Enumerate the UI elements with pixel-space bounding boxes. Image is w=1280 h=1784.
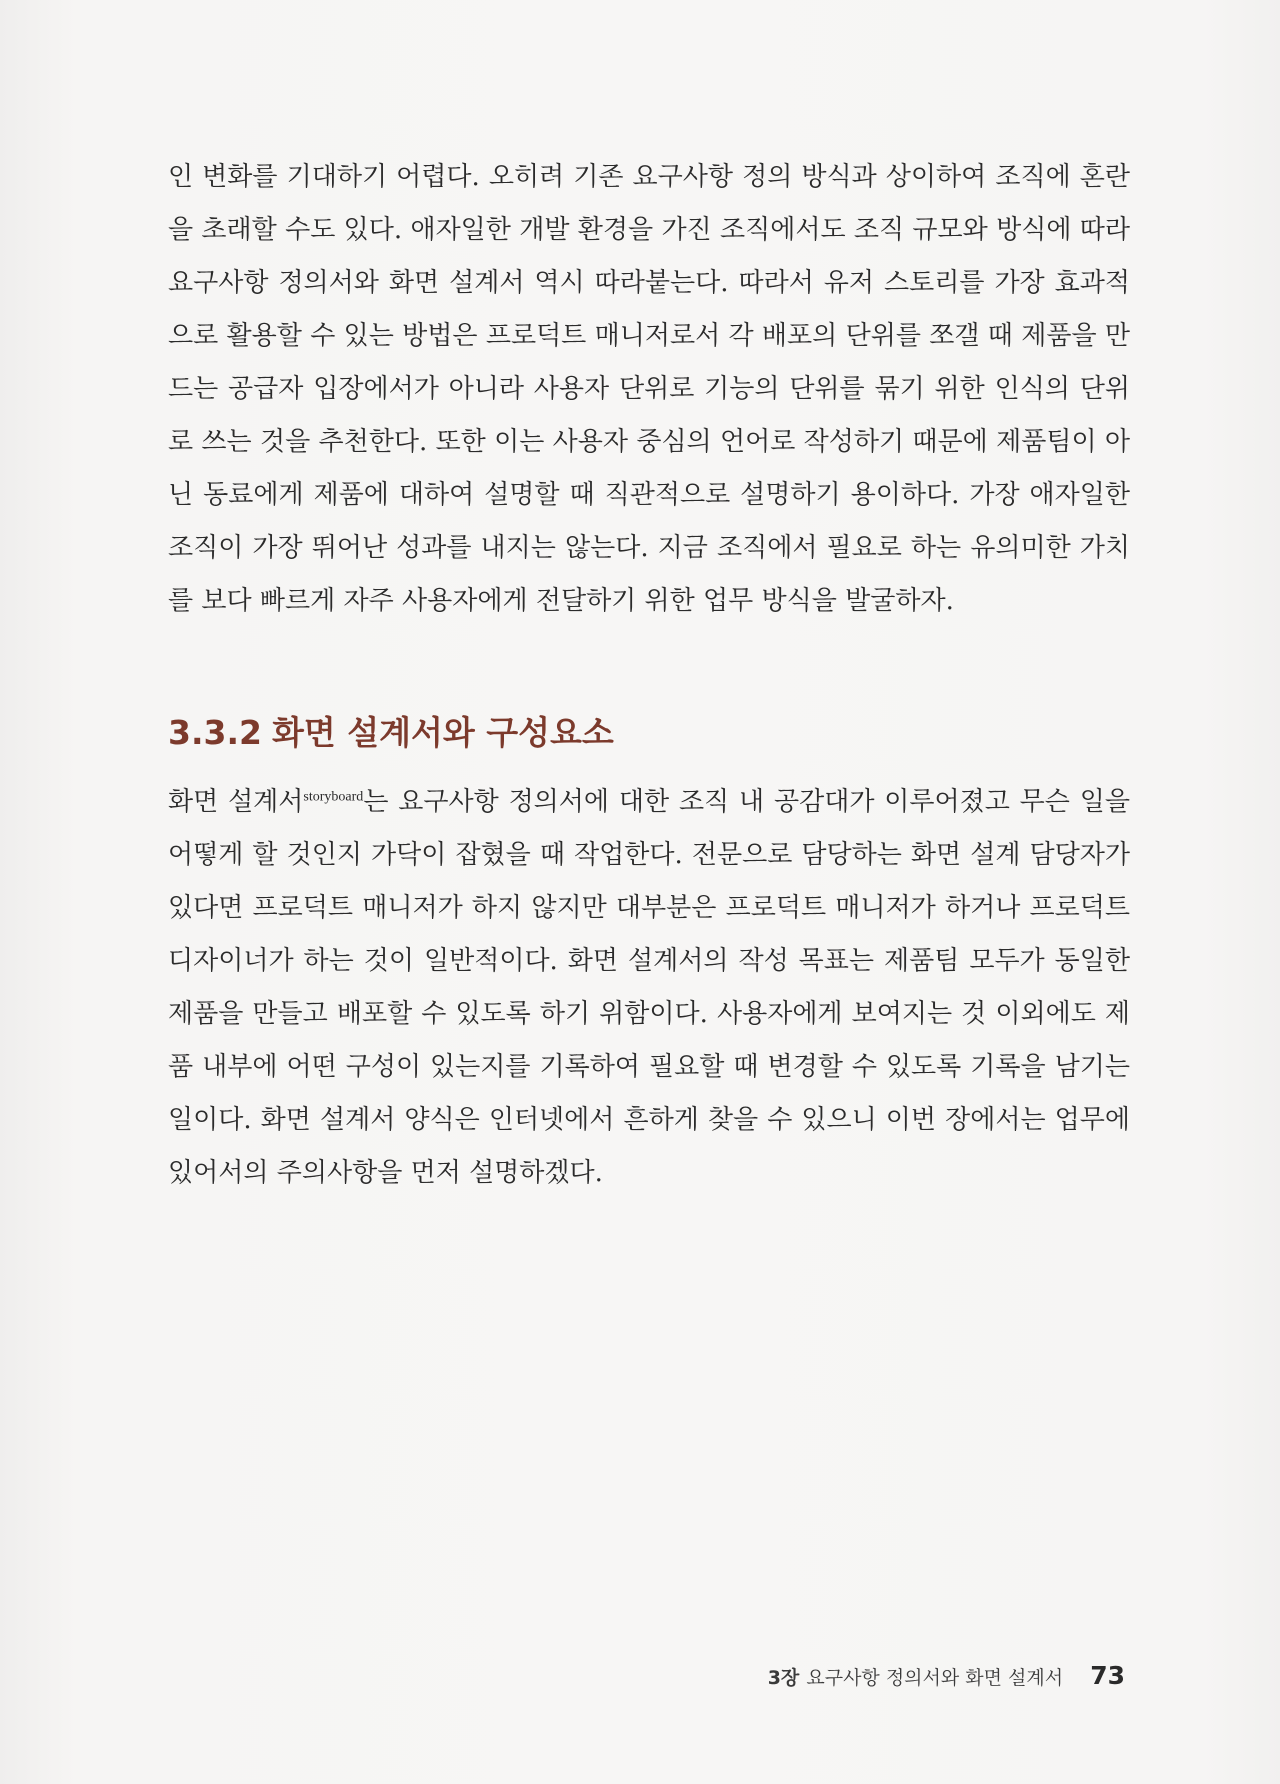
body-paragraph-2-text: 는 요구사항 정의서에 대한 조직 내 공감대가 이루어졌고 무슨 일을 어떻게 할 것인지 가닥이 잡혔을 때 작업한다. 전문으로 담당하는 화면 설계 담당자가 있다면 프로덕트 매니저가 하지 않지만 대부분은 프로덕트 매니저가 하거나 프로덕트 디자이너가 하는 것이 일반적이다. 화면 설계서의 작성 목표는 제품팀 모두가 동일한 제품을 만들고 배포할 수 있도록 하기 위함이다. 사용자에게 보여지는 것 이외에도 제품 내부에 어떤 구성이 있는지를 기록하여 필요할 때 변경할 수 있도록 기록을 남기는 일이다. 화면 설계서 양식은 인터넷에서 흔하게 찾을 수 있으니 이번 장에서는 업무에 있어서의 주의사항을 먼저 설명하겠다. bbox=[168, 787, 1130, 1188]
section-number: 3.3.2 bbox=[168, 713, 262, 752]
body-paragraph-2 bbox=[168, 776, 1130, 1200]
footer-chapter-number: 3장 bbox=[767, 1667, 800, 1689]
section-title: 화면 설계서와 구성요소 bbox=[271, 713, 614, 752]
body-paragraph-1: 인 변화를 기대하기 어렵다. 오히려 기존 요구사항 정의 방식과 상이하여 조직에 혼란을 초래할 수도 있다. 애자일한 개발 환경을 가진 조직에서도 조직 규모와 방식에 따라 요구사항 정의서와 화면 설계서 역시 따라붙는다. 따라서 유저 스토리를 가장 효과적으로 활용할 수 있는 방법은 프로덕트 매니저로서 각 배포의 단위를 쪼갤 때 제품을 만드는 공급자 입장에서가 아니라 사용자 단위로 기능의 단위를 묶기 위한 인식의 단위로 쓰는 것을 추천한다. 또한 이는 사용자 중심의 언어로 작성하기 때문에 제품팀이 아닌 동료에게 제품에 대하여 설명할 때 직관적으로 설명하기 용이하다. 가장 애자일한 조직이 가장 뛰어난 성과를 내지는 않는다. 지금 조직에서 필요로 하는 유의미한 가치를 보다 빠르게 자주 사용자에게 전달하기 위한 업무 방식을 발굴하자. bbox=[168, 162, 1130, 616]
term-korean: 화면 설계서 bbox=[168, 787, 304, 817]
section-heading bbox=[168, 712, 614, 754]
running-footer bbox=[768, 1661, 1125, 1690]
footer-chapter-title: 요구사항 정의서와 화면 설계서 bbox=[806, 1667, 1064, 1689]
term-english-superscript: storyboard bbox=[303, 789, 364, 805]
page-number: 73 bbox=[1090, 1661, 1125, 1690]
